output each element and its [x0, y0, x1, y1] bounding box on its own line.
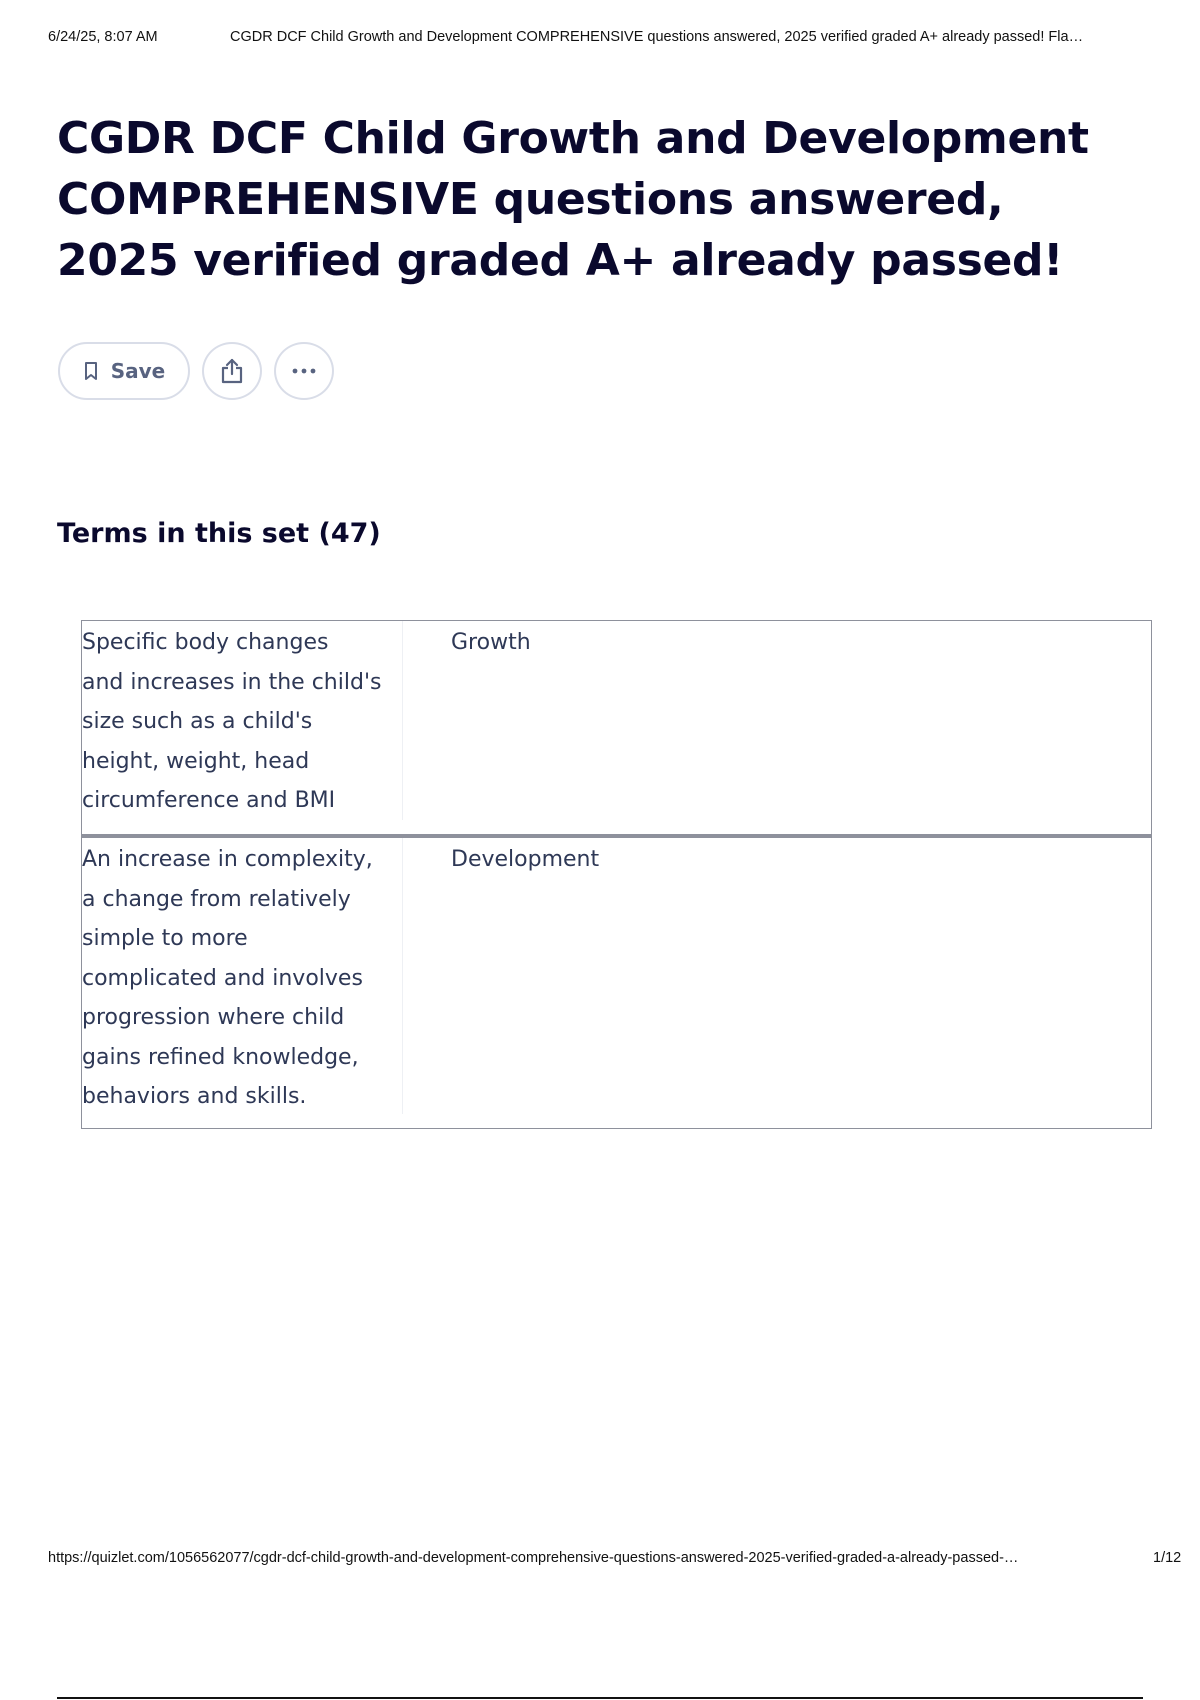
term-line: simple to more: [82, 926, 248, 951]
print-footer: [48, 1550, 1190, 1570]
term-line: gains refined knowledge,: [82, 1044, 359, 1070]
print-url: https://quizlet.com/1056562077/cgdr-dcf-child-growth-and-development-comprehensive-questions-answered-2025-verified-graded-a-already-passed-…: [48, 1550, 1019, 1566]
term-line: and increases in the child's: [82, 669, 382, 695]
definition-text: Growth: [451, 630, 531, 655]
definition-text: Development: [451, 847, 600, 872]
save-button[interactable]: [58, 342, 190, 400]
terms-heading: Terms in this set (47): [57, 518, 381, 549]
term-line: An increase in complexity,: [82, 847, 373, 872]
term-row[interactable]: [81, 835, 1152, 1129]
page-title: CGDR DCF Child Growth and Development COMPREHENSIVE questions answered, 2025 verified graded A+ already passed!: [57, 113, 1089, 286]
term-line: behaviors and skills.: [82, 1084, 307, 1109]
more-horizontal-icon: [291, 367, 317, 375]
share-icon: [219, 357, 245, 385]
column-divider: [402, 838, 403, 1114]
page-number: 1/12: [1153, 1550, 1182, 1566]
term-line: progression where child: [82, 1005, 345, 1030]
term-row[interactable]: [81, 620, 1152, 835]
term-text: [82, 621, 400, 821]
bottom-divider: [57, 1697, 1143, 1699]
terms-table: [81, 620, 1152, 1129]
term-line: a change from relatively: [82, 886, 351, 912]
save-button-label: Save: [110, 359, 166, 383]
share-button[interactable]: [202, 342, 262, 400]
print-doc-title: CGDR DCF Child Growth and Development COMPREHENSIVE questions answered, 2025 verified graded A+ already passed! Fla…: [230, 29, 1084, 45]
term-line: complicated and involves: [82, 965, 363, 991]
term-line: size such as a child's: [82, 709, 313, 734]
term-text: [82, 838, 400, 1117]
print-date: 6/24/25, 8:07 AM: [48, 29, 158, 45]
print-header: [48, 29, 1176, 49]
term-line: height, weight, head: [82, 748, 310, 774]
bookmark-icon: [83, 361, 99, 381]
term-line: circumference and BMI: [82, 788, 336, 813]
term-line: Specific body changes: [82, 630, 329, 655]
more-options-button[interactable]: [274, 342, 334, 400]
column-divider: [402, 621, 403, 820]
